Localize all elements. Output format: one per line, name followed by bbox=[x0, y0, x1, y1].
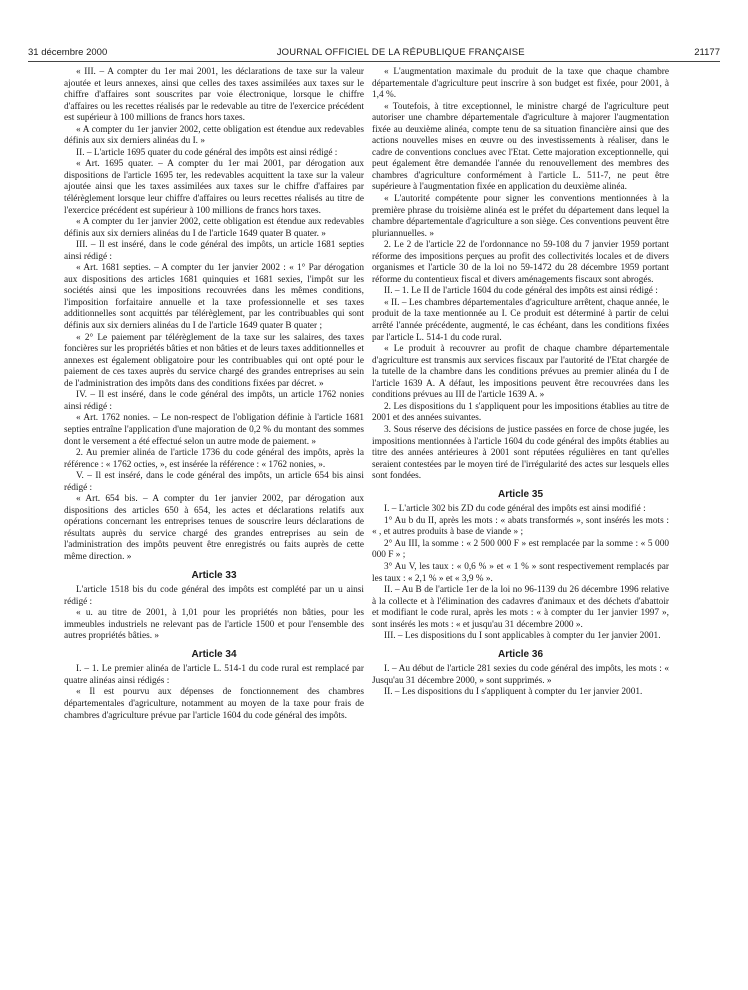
page-header bbox=[28, 45, 720, 59]
left-column bbox=[64, 67, 364, 722]
paragraph: I. – 1. Le premier alinéa de l'article L. 514-1 du code rural est remplacé par quatre alinéas ainsi rédigés : bbox=[64, 664, 364, 686]
right-column bbox=[372, 67, 669, 699]
journal-title: JOURNAL OFFICIEL DE LA RÉPUBLIQUE FRANÇAISE bbox=[276, 46, 525, 58]
header-rule bbox=[28, 61, 720, 62]
paragraph: II. – Les dispositions du I s'appliquent à compter du 1er janvier 2001. bbox=[384, 687, 643, 698]
paragraph: « L'augmentation maximale du produit de la taxe que chaque chambre départementale d'agriculture peut inscrire à son budget est fixée, pour 2001, à 1,4 %. bbox=[372, 67, 669, 101]
paragraph: 1° Au b du II, après les mots : « abats transformés », sont insérés les mots : « , et autres produits à base de viande » ; bbox=[372, 515, 669, 538]
article-heading: Article 33 bbox=[191, 569, 237, 581]
paragraph: II. – 1. Le II de l'article 1604 du code général des impôts est ainsi rédigé : bbox=[384, 286, 658, 297]
paragraph: V. – Il est inséré, dans le code général des impôts, un article 654 bis ainsi rédigé : bbox=[64, 471, 364, 493]
paragraph: « Il est pourvu aux dépenses de fonctionnement des chambres départementales d'agriculture, notamment au moyen de la taxe pour frais de chambres d'agriculture prévue par l'article 1604 du code général des impôts. bbox=[64, 687, 364, 721]
paragraph: III. – Il est inséré, dans le code général des impôts, un article 1681 septies ainsi rédigé : bbox=[64, 240, 364, 262]
paragraph: « u. au titre de 2001, à 1,01 pour les propriétés non bâties, pour les immeubles industriels ne relevant pas de l'article 1500 et pour l'ensemble des autres propriétés bâties. » bbox=[64, 608, 364, 642]
paragraph: 2. Au premier alinéa de l'article 1736 du code général des impôts, après la référence : « 1762 octies, », est insérée la référence : « 1762 nonies, ». bbox=[64, 448, 364, 470]
paragraph: 2. Le 2 de l'article 22 de l'ordonnance no 59-108 du 7 janvier 1959 portant réforme des impositions perçues au profit des collectivités locales et de divers organismes et l'article 30 de la loi no 59-1472 du 28 décembre 1959 portant réforme du contentieux fiscal et divers aménagements fiscaux sont abrogés. bbox=[372, 240, 669, 285]
page-number: 21177 bbox=[694, 46, 720, 58]
paragraph: « Art. 1695 quater. – A compter du 1er mai 2001, par dérogation aux dispositions de l'article 1695 ter, les redevables acquittent la taxe sur la valeur ajoutée ainsi que les taxes assimilées aux taxes sur le chiffre d'affaires par télérèglement lorsque leur chiffre d'affaires ou leurs recettes réalisés au titre de l'exercice précédent est supérieur à 100 millions de francs hors taxes. bbox=[64, 159, 364, 216]
article-heading: Article 35 bbox=[497, 488, 544, 500]
paragraph: « Le produit à recouvrer au profit de chaque chambre départementale d'agriculture est transmis aux services fiscaux par l'autorité de l'Etat chargée de la tutelle de la chambre dans les conditions prévues au premier alinéa du I de l'article 1639 A. A défaut, les impositions peuvent être recouvrées dans les conditions prévues au III de l'article 1639 A. » bbox=[372, 344, 669, 401]
paragraph: « L'autorité compétente pour signer les conventions mentionnées à la première phrase du troisième alinéa est le préfet du département dans lequel la chambre départementale d'agriculture a son siège. Ces conventions peuvent être pluriannuelles. » bbox=[372, 194, 669, 239]
article-heading: Article 36 bbox=[497, 648, 544, 660]
paragraph: « Art. 654 bis. – A compter du 1er janvier 2002, par dérogation aux dispositions des articles 650 à 654, les actes et déclarations relatifs aux opérations concernant les entreprises tenues de souscrire leurs déclarations de résultats auprès du service chargé des grandes entreprises au sein de l'administration des impôts peuvent être enregistrés ou faits auprès de cette même direction. » bbox=[64, 494, 364, 562]
paragraph: « Art. 1681 septies. – A compter du 1er janvier 2002 : « 1° Par dérogation aux dispositions des articles 1681 quinquies et 1681 sexies, l'impôt sur les sociétés ainsi que les impositions recouvrées dans les mêmes conditions, l'imposition forfaitaire annuelle et la taxe professionnelle et ses taxes additionnelles sont acquittés par télérèglement, par les contribuables qui sont définis aux six derniers alinéas du I de l'article 1649 quater B quater ; bbox=[64, 263, 364, 332]
paragraph: « A compter du 1er janvier 2002, cette obligation est étendue aux redevables définis aux six derniers alinéas du I. » bbox=[64, 124, 364, 147]
paragraph: II. – L'article 1695 quater du code général des impôts est ainsi rédigé : bbox=[76, 147, 338, 158]
paragraph: « Art. 1762 nonies. – Le non-respect de l'obligation définie à l'article 1681 septies entraîne l'application d'une majoration de 0,2 % du montant des sommes dont le versement a été effectué selon un autre mode de paiement. » bbox=[64, 413, 364, 447]
paragraph: « Toutefois, à titre exceptionnel, le ministre chargé de l'agriculture peut autoriser une chambre départementale d'agriculture à majorer l'augmentation fixée au deuxième alinéa, compte tenu de sa situation financière ainsi que des actions nouvelles mises en œuvre ou des investissements à réaliser, dans le cadre de conventions conclues avec l'Etat. Cette majoration exceptionnelle, qui peut également être demandée l'année du renouvellement des membres des chambres d'agriculture conformément à l'article L. 511-7, ne peut être supérieure à l'augmentation fixée en application du deuxième alinéa. bbox=[372, 101, 669, 193]
paragraph: « 2° Le paiement par télérèglement de la taxe sur les salaires, des taxes foncières sur les propriétés bâties et non bâties et de leurs taxes additionnelles et annexes est également obligatoire pour les contribuables qui ont opté pour le paiement de ces taxes auprès du service chargé des grandes entreprises au sein de l'administration des impôts dans des conditions fixées par décret. » bbox=[64, 332, 364, 389]
paragraph: 2. Les dispositions du 1 s'appliquent pour les impositions établies au titre de 2001 et des années suivantes. bbox=[372, 401, 669, 424]
header-date: 31 décembre 2000 bbox=[28, 46, 108, 58]
paragraph: L'article 1518 bis du code général des impôts est complété par un u ainsi rédigé : bbox=[64, 585, 364, 607]
article-heading: Article 34 bbox=[191, 648, 237, 660]
paragraph: 3. Sous réserve des décisions de justice passées en force de chose jugée, les impositions mentionnées à l'article 1604 du code général des impôts établies au titre des années antérieures à 2001 sont réputées régulières en tant qu'elles seraient contestées par le moyen tiré de l'irrégularité des actes sur lesquels elles sont fondées. bbox=[372, 424, 669, 482]
paragraph: I. – L'article 302 bis ZD du code général des impôts est ainsi modifié : bbox=[384, 504, 646, 515]
paragraph: 2° Au III, la somme : « 2 500 000 F » est remplacée par la somme : « 5 000 000 F » ; bbox=[372, 538, 669, 561]
paragraph: « II. – Les chambres départementales d'agriculture arrêtent, chaque année, le produit de la taxe mentionnée au I. Ce produit est déterminé à partir de celui arrêté l'année précédente, augmenté, le cas échéant, dans les conditions fixées par l'article L. 514-1 du code rural. bbox=[372, 297, 669, 343]
paragraph: « A compter du 1er janvier 2002, cette obligation est étendue aux redevables définis aux six derniers alinéas du I de l'article 1649 quater B quater. » bbox=[64, 217, 364, 239]
paragraph: « III. – A compter du 1er mai 2001, les déclarations de taxe sur la valeur ajoutée et leurs annexes, ainsi que celles des taxes assimilées aux taxes sur le chiffre d'affaires sont souscrites par voie électronique, lorsque le chiffre d'affaires ou les recettes réalisés par le redevable au titre de l'exercice précédent est supérieur à 100 millions de francs hors taxes. bbox=[64, 67, 364, 124]
paragraph: 3° Au V, les taux : « 0,6 % » et « 1 % » sont respectivement remplacés par les taux : « 2,1 % » et « 3,9 % ». bbox=[372, 561, 669, 584]
paragraph: III. – Les dispositions du I sont applicables à compter du 1er janvier 2001. bbox=[384, 631, 661, 642]
paragraph: I. – Au début de l'article 281 sexies du code général des impôts, les mots : « Jusqu'au 31 décembre 2000, » sont supprimés. » bbox=[372, 664, 669, 686]
paragraph: II. – Au B de l'article 1er de la loi no 96-1139 du 26 décembre 1996 relative à la collecte et à l'élimination des cadavres d'animaux et des déchets d'abattoir et modifiant le code rural, après les mots : « à compter du 1er janvier 1997 », sont insérés les mots : « et jusqu'au 31 décembre 2000 ». bbox=[372, 585, 669, 630]
paragraph: IV. – Il est inséré, dans le code général des impôts, un article 1762 nonies ainsi rédigé : bbox=[64, 390, 364, 412]
